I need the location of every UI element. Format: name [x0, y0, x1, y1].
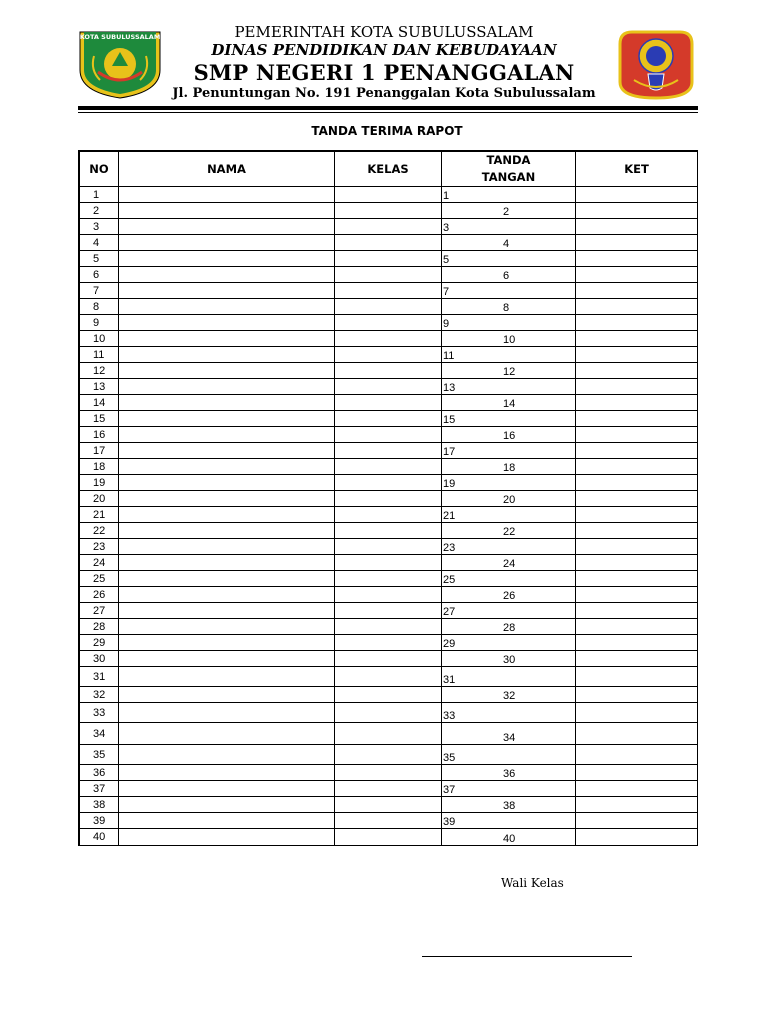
nama-cell	[119, 765, 335, 781]
kelas-cell	[335, 539, 442, 555]
no-cell: 35	[80, 745, 119, 765]
kelas-cell	[335, 587, 442, 603]
ket-cell	[576, 765, 698, 781]
nama-cell	[119, 745, 335, 765]
nama-cell	[119, 251, 335, 267]
ket-cell	[576, 523, 698, 539]
signature-cell: 19	[442, 475, 576, 491]
nama-cell	[119, 379, 335, 395]
ket-cell	[576, 363, 698, 379]
signature-cell: 5	[442, 251, 576, 267]
nama-cell	[119, 651, 335, 667]
no-cell: 21	[80, 507, 119, 523]
signature-cell: 33	[442, 703, 576, 723]
signature-cell: 40	[442, 829, 576, 846]
ket-cell	[576, 667, 698, 687]
signature-cell: 24	[442, 555, 576, 571]
logo-caption: KOTA SUBULUSSALAM	[79, 33, 161, 41]
table-row	[80, 283, 698, 299]
signature-cell: 10	[442, 331, 576, 347]
table-row	[80, 331, 698, 347]
table-row	[80, 235, 698, 251]
nama-cell	[119, 635, 335, 651]
signature-cell: 11	[442, 347, 576, 363]
ket-cell	[576, 507, 698, 523]
ket-cell	[576, 555, 698, 571]
kelas-cell	[335, 475, 442, 491]
kelas-cell	[335, 571, 442, 587]
no-cell: 5	[80, 251, 119, 267]
ket-cell	[576, 829, 698, 846]
table-row	[80, 523, 698, 539]
ket-cell	[576, 379, 698, 395]
table-row	[80, 797, 698, 813]
kelas-cell	[335, 411, 442, 427]
no-cell: 7	[80, 283, 119, 299]
table-row	[80, 427, 698, 443]
ket-cell	[576, 687, 698, 703]
signature-cell: 29	[442, 635, 576, 651]
nama-cell	[119, 459, 335, 475]
nama-cell	[119, 507, 335, 523]
table-row	[80, 765, 698, 781]
kelas-cell	[335, 603, 442, 619]
header-ket: KET	[576, 152, 698, 187]
header-no: NO	[80, 152, 119, 187]
table-row	[80, 299, 698, 315]
no-cell: 34	[80, 723, 119, 745]
ket-cell	[576, 603, 698, 619]
signature-cell: 8	[442, 299, 576, 315]
signature-cell: 14	[442, 395, 576, 411]
table-header-row	[80, 152, 698, 187]
wali-kelas-label: Wali Kelas	[501, 876, 564, 890]
nama-cell	[119, 587, 335, 603]
ket-cell	[576, 347, 698, 363]
signature-cell: 32	[442, 687, 576, 703]
letterhead-divider	[78, 106, 698, 110]
nama-cell	[119, 427, 335, 443]
signature-line	[422, 956, 632, 957]
no-cell: 31	[80, 667, 119, 687]
signature-cell: 27	[442, 603, 576, 619]
table-row	[80, 635, 698, 651]
nama-cell	[119, 395, 335, 411]
table-row	[80, 703, 698, 723]
kelas-cell	[335, 765, 442, 781]
kelas-cell	[335, 667, 442, 687]
signature-cell: 1	[442, 187, 576, 203]
kelas-cell	[335, 251, 442, 267]
signature-cell: 37	[442, 781, 576, 797]
table-row	[80, 723, 698, 745]
nama-cell	[119, 703, 335, 723]
signature-cell: 18	[442, 459, 576, 475]
kelas-cell	[335, 523, 442, 539]
no-cell: 23	[80, 539, 119, 555]
nama-cell	[119, 235, 335, 251]
kelas-cell	[335, 723, 442, 745]
table-row	[80, 539, 698, 555]
kelas-cell	[335, 363, 442, 379]
kelas-cell	[335, 443, 442, 459]
no-cell: 13	[80, 379, 119, 395]
no-cell: 15	[80, 411, 119, 427]
no-cell: 19	[80, 475, 119, 491]
kelas-cell	[335, 187, 442, 203]
kelas-cell	[335, 555, 442, 571]
signature-cell: 9	[442, 315, 576, 331]
no-cell: 40	[80, 829, 119, 846]
ket-cell	[576, 299, 698, 315]
signature-cell: 16	[442, 427, 576, 443]
nama-cell	[119, 687, 335, 703]
ket-cell	[576, 571, 698, 587]
ket-cell	[576, 411, 698, 427]
school-address: Jl. Penuntungan No. 191 Penanggalan Kota Subulussalam	[172, 86, 596, 101]
ket-cell	[576, 283, 698, 299]
letterhead-divider-thin	[78, 112, 698, 113]
no-cell: 16	[80, 427, 119, 443]
table-row	[80, 651, 698, 667]
kelas-cell	[335, 687, 442, 703]
ket-cell	[576, 797, 698, 813]
kelas-cell	[335, 635, 442, 651]
no-cell: 3	[80, 219, 119, 235]
signature-cell: 20	[442, 491, 576, 507]
no-cell: 18	[80, 459, 119, 475]
nama-cell	[119, 539, 335, 555]
ket-cell	[576, 475, 698, 491]
kelas-cell	[335, 267, 442, 283]
table-row	[80, 475, 698, 491]
kelas-cell	[335, 235, 442, 251]
table-row	[80, 829, 698, 846]
signature-cell: 38	[442, 797, 576, 813]
table-row	[80, 813, 698, 829]
table-row	[80, 187, 698, 203]
signature-cell: 4	[442, 235, 576, 251]
signature-cell: 26	[442, 587, 576, 603]
nama-cell	[119, 475, 335, 491]
nama-cell	[119, 603, 335, 619]
signature-cell: 3	[442, 219, 576, 235]
signature-cell: 36	[442, 765, 576, 781]
no-cell: 27	[80, 603, 119, 619]
nama-cell	[119, 571, 335, 587]
kelas-cell	[335, 745, 442, 765]
nama-cell	[119, 555, 335, 571]
kelas-cell	[335, 395, 442, 411]
ket-cell	[576, 251, 698, 267]
no-cell: 10	[80, 331, 119, 347]
kelas-cell	[335, 219, 442, 235]
no-cell: 4	[80, 235, 119, 251]
kelas-cell	[335, 651, 442, 667]
nama-cell	[119, 331, 335, 347]
nama-cell	[119, 347, 335, 363]
nama-cell	[119, 813, 335, 829]
no-cell: 37	[80, 781, 119, 797]
signature-cell: 23	[442, 539, 576, 555]
ket-cell	[576, 235, 698, 251]
table-row	[80, 507, 698, 523]
nama-cell	[119, 315, 335, 331]
ket-cell	[576, 219, 698, 235]
ket-cell	[576, 651, 698, 667]
receipt-table	[79, 151, 698, 846]
table-row	[80, 363, 698, 379]
kelas-cell	[335, 331, 442, 347]
no-cell: 30	[80, 651, 119, 667]
signature-cell: 21	[442, 507, 576, 523]
no-cell: 11	[80, 347, 119, 363]
no-cell: 6	[80, 267, 119, 283]
nama-cell	[119, 219, 335, 235]
nama-cell	[119, 283, 335, 299]
ket-cell	[576, 635, 698, 651]
nama-cell	[119, 723, 335, 745]
header-tanda-line1: TANDA	[486, 153, 531, 167]
table-row	[80, 587, 698, 603]
signature-cell: 6	[442, 267, 576, 283]
table-row	[80, 555, 698, 571]
no-cell: 22	[80, 523, 119, 539]
ket-cell	[576, 315, 698, 331]
ket-cell	[576, 723, 698, 745]
nama-cell	[119, 443, 335, 459]
signature-cell: 35	[442, 745, 576, 765]
table-row	[80, 411, 698, 427]
no-cell: 25	[80, 571, 119, 587]
signature-cell: 22	[442, 523, 576, 539]
kelas-cell	[335, 379, 442, 395]
kelas-cell	[335, 829, 442, 846]
document-title: TANDA TERIMA RAPOT	[311, 124, 463, 138]
table-row	[80, 745, 698, 765]
nama-cell	[119, 267, 335, 283]
ket-cell	[576, 331, 698, 347]
table-row	[80, 315, 698, 331]
table-row	[80, 781, 698, 797]
no-cell: 1	[80, 187, 119, 203]
kelas-cell	[335, 347, 442, 363]
signature-cell: 25	[442, 571, 576, 587]
table-row	[80, 667, 698, 687]
table-row	[80, 459, 698, 475]
no-cell: 8	[80, 299, 119, 315]
table-row	[80, 619, 698, 635]
no-cell: 17	[80, 443, 119, 459]
no-cell: 9	[80, 315, 119, 331]
signature-cell: 13	[442, 379, 576, 395]
kelas-cell	[335, 619, 442, 635]
signature-cell: 30	[442, 651, 576, 667]
ket-cell	[576, 443, 698, 459]
nama-cell	[119, 829, 335, 846]
table-row	[80, 443, 698, 459]
ket-cell	[576, 427, 698, 443]
kelas-cell	[335, 299, 442, 315]
kelas-cell	[335, 459, 442, 475]
signature-cell: 28	[442, 619, 576, 635]
nama-cell	[119, 299, 335, 315]
ket-cell	[576, 587, 698, 603]
ket-cell	[576, 395, 698, 411]
no-cell: 26	[80, 587, 119, 603]
no-cell: 24	[80, 555, 119, 571]
no-cell: 28	[80, 619, 119, 635]
ket-cell	[576, 203, 698, 219]
kelas-cell	[335, 507, 442, 523]
signature-cell: 15	[442, 411, 576, 427]
header-kelas: KELAS	[335, 152, 442, 187]
header-tanda-line2: TANGAN	[481, 170, 536, 184]
no-cell: 32	[80, 687, 119, 703]
nama-cell	[119, 619, 335, 635]
kelas-cell	[335, 813, 442, 829]
nama-cell	[119, 203, 335, 219]
no-cell: 29	[80, 635, 119, 651]
table-row	[80, 687, 698, 703]
no-cell: 39	[80, 813, 119, 829]
nama-cell	[119, 187, 335, 203]
ket-cell	[576, 781, 698, 797]
table-row	[80, 203, 698, 219]
kelas-cell	[335, 283, 442, 299]
signature-cell: 7	[442, 283, 576, 299]
ket-cell	[576, 187, 698, 203]
nama-cell	[119, 667, 335, 687]
table-row	[80, 571, 698, 587]
nama-cell	[119, 363, 335, 379]
nama-cell	[119, 797, 335, 813]
ket-cell	[576, 491, 698, 507]
header-tanda-tangan	[442, 152, 576, 187]
table-row	[80, 603, 698, 619]
header-nama: NAMA	[119, 152, 335, 187]
table-row	[80, 395, 698, 411]
ket-cell	[576, 813, 698, 829]
no-cell: 2	[80, 203, 119, 219]
school-name: SMP NEGERI 1 PENANGGALAN	[193, 60, 575, 85]
ket-cell	[576, 539, 698, 555]
kelas-cell	[335, 427, 442, 443]
ket-cell	[576, 619, 698, 635]
no-cell: 12	[80, 363, 119, 379]
nama-cell	[119, 411, 335, 427]
department-name: DINAS PENDIDIKAN DAN KEBUDAYAAN	[211, 41, 557, 59]
signature-cell: 34	[442, 723, 576, 745]
kelas-cell	[335, 781, 442, 797]
no-cell: 36	[80, 765, 119, 781]
kelas-cell	[335, 491, 442, 507]
table-row	[80, 491, 698, 507]
kelas-cell	[335, 797, 442, 813]
signature-cell: 12	[442, 363, 576, 379]
signature-cell: 17	[442, 443, 576, 459]
ket-cell	[576, 745, 698, 765]
table-row	[80, 219, 698, 235]
ket-cell	[576, 267, 698, 283]
kelas-cell	[335, 203, 442, 219]
table-row	[80, 347, 698, 363]
table-row	[80, 251, 698, 267]
signature-cell: 31	[442, 667, 576, 687]
no-cell: 38	[80, 797, 119, 813]
nama-cell	[119, 781, 335, 797]
ket-cell	[576, 703, 698, 723]
nama-cell	[119, 491, 335, 507]
table-row	[80, 379, 698, 395]
nama-cell	[119, 523, 335, 539]
signature-cell: 39	[442, 813, 576, 829]
government-name: PEMERINTAH KOTA SUBULUSSALAM	[234, 23, 534, 41]
kelas-cell	[335, 315, 442, 331]
table-body	[80, 187, 698, 846]
signature-cell: 2	[442, 203, 576, 219]
ket-cell	[576, 459, 698, 475]
kelas-cell	[335, 703, 442, 723]
table-row	[80, 267, 698, 283]
no-cell: 33	[80, 703, 119, 723]
no-cell: 14	[80, 395, 119, 411]
no-cell: 20	[80, 491, 119, 507]
receipt-table-frame	[78, 150, 698, 846]
